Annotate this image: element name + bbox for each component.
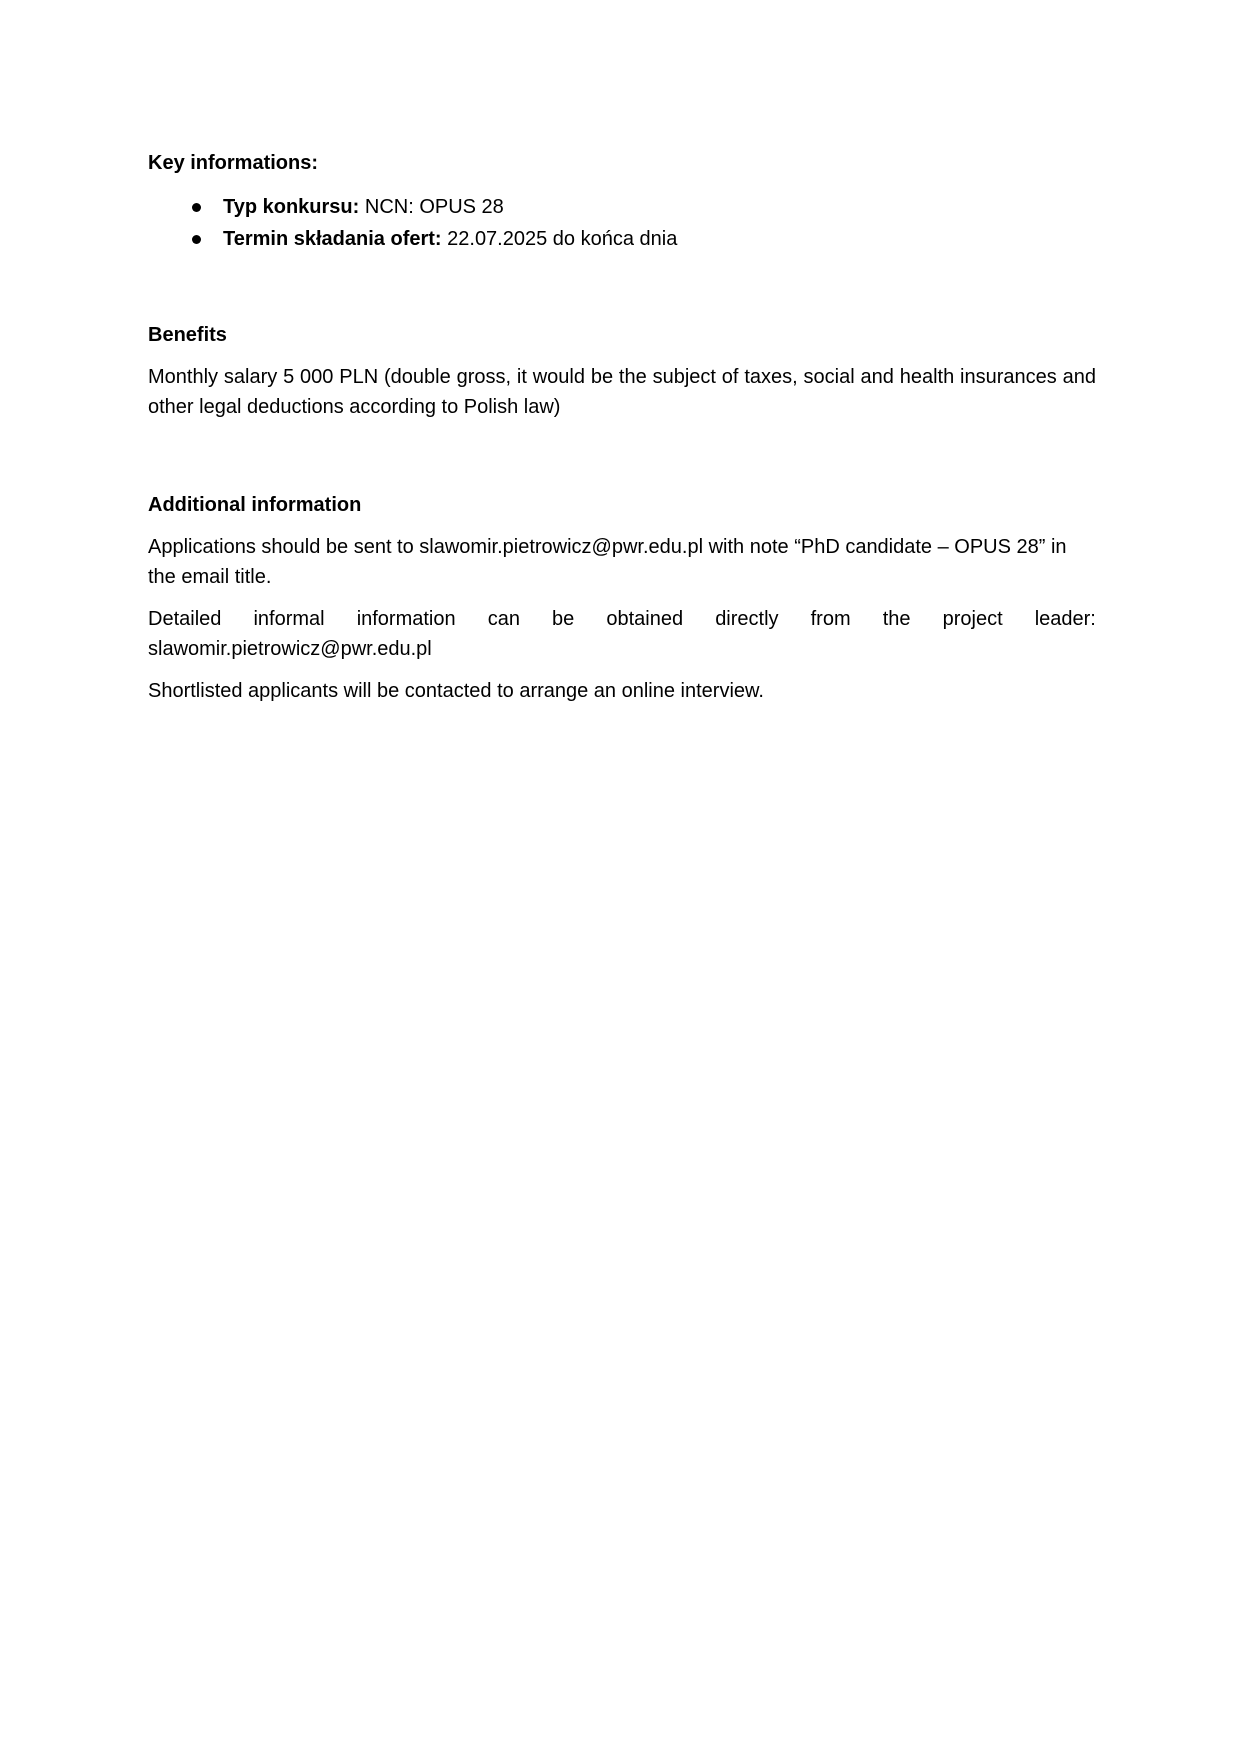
key-info-list (148, 191, 1096, 255)
key-info-heading: Key informations: (148, 152, 319, 174)
key-info-label: Typ konkursu: (223, 196, 360, 218)
benefits-heading: Benefits (148, 324, 227, 346)
contact-email: slawomir.pietrowicz@pwr.edu.pl (148, 638, 432, 660)
bullet-icon (192, 235, 201, 244)
key-info-section (148, 148, 1096, 255)
list-item (148, 191, 1096, 223)
contact-word: obtained (606, 608, 684, 630)
benefits-text: Monthly salary 5 000 PLN (double gross, it would be the subject of taxes, social and health insurances and other legal deductions according to Polish law) (148, 366, 1096, 418)
contact-word: project (942, 608, 1003, 630)
contact-word: Detailed (148, 608, 222, 630)
contact-paragraph (148, 604, 1096, 664)
contact-word: directly (715, 608, 779, 630)
contact-word: information (356, 608, 456, 630)
contact-word: informal (253, 608, 325, 630)
key-info-label: Termin składania ofert: (223, 228, 442, 250)
key-info-value: 22.07.2025 do końca dnia (441, 228, 678, 250)
contact-line-1 (148, 604, 1096, 634)
benefits-section (148, 320, 1096, 422)
bullet-icon (192, 203, 201, 212)
contact-word: can (487, 608, 520, 630)
contact-word: be (552, 608, 575, 630)
list-item (148, 223, 1096, 255)
contact-word: leader: (1034, 608, 1096, 630)
key-info-value: NCN: OPUS 28 (359, 196, 504, 218)
applications-text: Applications should be sent to slawomir.pietrowicz@pwr.edu.pl with note “PhD candidate – OPUS 28” in the email title. (148, 536, 1067, 588)
contact-word: the (882, 608, 911, 630)
additional-info-section (148, 490, 1096, 706)
contact-word: from (810, 608, 851, 630)
additional-info-heading: Additional information (148, 494, 362, 516)
shortlist-text: Shortlisted applicants will be contacted to arrange an online interview. (148, 680, 764, 702)
